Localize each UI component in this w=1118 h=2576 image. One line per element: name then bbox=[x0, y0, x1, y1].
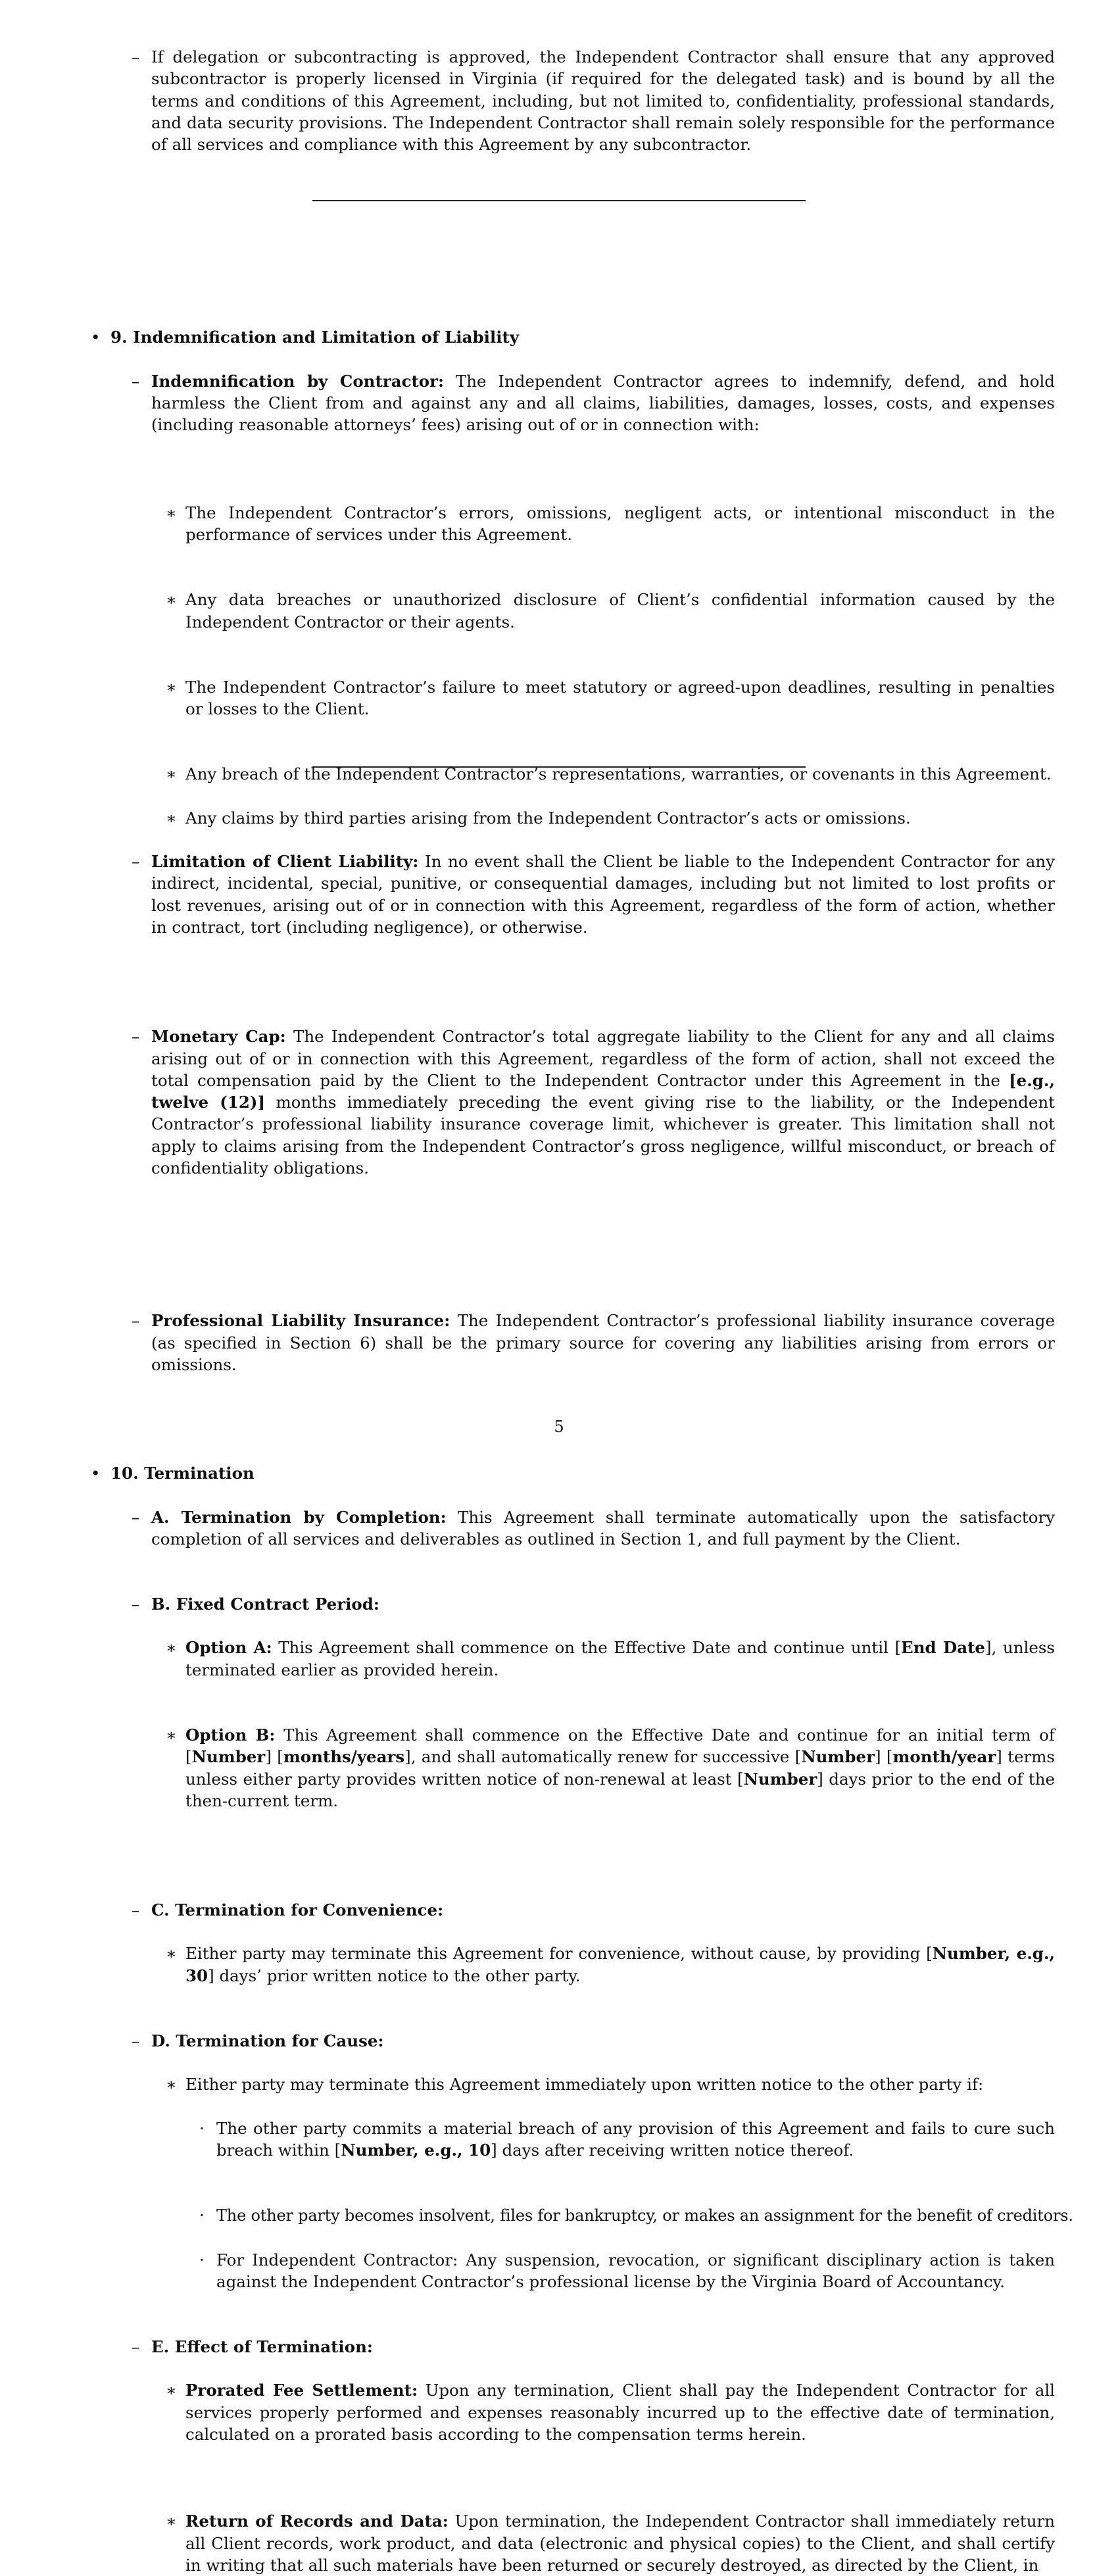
clause-text: This Agreement shall commence on the Effective Date and continue until [ bbox=[278, 1638, 902, 1658]
list-item bbox=[132, 851, 1055, 938]
clause-label: B. Fixed Contract Period: bbox=[151, 1595, 379, 1614]
clause-text: The Independent Contractor’s professional liability insurance coverage (as specified in Section 6) shall be the primary source for covering any liabilities arising from errors or omissions. bbox=[151, 1311, 1055, 1374]
clause-text: ], unless terminated earlier as provided herein. bbox=[185, 1638, 1055, 1679]
list-item bbox=[132, 1310, 1055, 1375]
clause-text: The other party becomes insolvent, files for bankruptcy, or makes an assignment for the benefit of creditors. bbox=[216, 2206, 1073, 2225]
placeholder-text: End Date bbox=[901, 1638, 986, 1658]
placeholder-text: month/year bbox=[892, 1747, 996, 1767]
dash-marker: – bbox=[132, 1900, 140, 1920]
clause-label: Limitation of Client Liability: bbox=[151, 852, 419, 872]
section-divider bbox=[312, 766, 806, 768]
clause-text: ] [ bbox=[265, 1747, 283, 1767]
clause-label: Indemnification by Contractor: bbox=[151, 371, 445, 391]
dash-marker: – bbox=[132, 1311, 140, 1331]
dash-marker: – bbox=[132, 47, 140, 66]
star-marker: ∗ bbox=[166, 2512, 177, 2531]
list-item bbox=[132, 370, 1055, 436]
clause-text: ] [ bbox=[874, 1747, 893, 1767]
clause-text: Upon termination, the Independent Contractor shall immediately return all Client records, work product, and data (electronic and physical copies) to the Client, and shall certify in writing that all such materials have been returned or securely destroyed, as directed by the Client, in bbox=[185, 2512, 1055, 2575]
clause-label: Prorated Fee Settlement: bbox=[185, 2381, 418, 2400]
clause-text: In no event shall the Client be liable to the Independent Contractor for any indirect, incidental, special, punitive, or consequential damages, including but not limited to lost profits or lost revenues, arising out of or in connection with this Agreement, regardless of the form of action, whether in contract, tort (including negligence), or otherwise. bbox=[151, 852, 1055, 937]
clause-text: The Independent Contractor’s errors, omissions, negligent acts, or intentional misconduct in the performance of services under this Agreement. bbox=[185, 503, 1055, 544]
placeholder-text: Number, e.g., 30 bbox=[185, 1944, 1056, 1985]
clause-text: Either party may terminate this Agreement immediately upon written notice to the other party if: bbox=[185, 2075, 984, 2094]
dash-marker: – bbox=[132, 2031, 140, 2051]
clause-text: Any breach of the Independent Contractor’s representations, warranties, or covenants in this Agreement. bbox=[185, 764, 1052, 784]
dash-marker: – bbox=[132, 371, 140, 391]
clause-text: The Independent Contractor’s total aggregate liability to the Client for any and all claims arising out of or in connection with this Agreement, regardless of the form of action, shall not exceed the total compensation paid by the Client to the Independent Contractor under this Agreement in the bbox=[151, 1027, 1055, 1090]
list-item bbox=[199, 2204, 1073, 2227]
placeholder-text: Number, e.g., 10 bbox=[341, 2140, 491, 2160]
section-title: 9. Indemnification and Limitation of Liability bbox=[110, 328, 520, 347]
clause-label: Professional Liability Insurance: bbox=[151, 1311, 450, 1331]
page-number: 5 bbox=[554, 1418, 564, 1436]
dash-marker: – bbox=[132, 1595, 140, 1614]
clause-text: Either party may terminate this Agreement for convenience, without cause, by providing [ bbox=[185, 1944, 933, 1964]
placeholder-text: [e.g., twelve (12)] bbox=[151, 1070, 1055, 1112]
list-item bbox=[166, 502, 1055, 546]
star-marker: ∗ bbox=[166, 1944, 177, 1964]
dot-marker: · bbox=[199, 2250, 205, 2269]
bullet-marker: • bbox=[91, 1464, 101, 1483]
clause-label: C. Termination for Convenience: bbox=[151, 1900, 444, 1920]
list-item bbox=[132, 1506, 1056, 1550]
clause-text: ] days prior to the end of the then-current term. bbox=[185, 1769, 1055, 1810]
list-item bbox=[166, 1943, 1056, 1987]
list-item bbox=[166, 2073, 1055, 2095]
clause-label: E. Effect of Termination: bbox=[151, 2337, 373, 2357]
star-marker: ∗ bbox=[166, 677, 177, 697]
list-item bbox=[166, 1637, 1055, 1681]
clause-text: This Agreement shall terminate automatically upon the satisfactory completion of all services and deliverables as outlined in Section 1, and full payment by the Client. bbox=[151, 1507, 1056, 1548]
star-marker: ∗ bbox=[166, 590, 177, 610]
bullet-marker: • bbox=[91, 328, 101, 347]
placeholder-text: months/years bbox=[283, 1747, 405, 1767]
clause-text: Upon any termination, Client shall pay the Independent Contractor for all services properly performed and expenses reasonably incurred up to the effective date of termination, calculated on a prorated basis according to the compensation terms herein. bbox=[185, 2381, 1055, 2444]
clause-label: Option B: bbox=[185, 1725, 276, 1745]
list-item bbox=[166, 676, 1055, 720]
list-item bbox=[166, 1724, 1056, 1812]
clause-text: The other party commits a material breach of any provision of this Agreement and fails to cure such breach within [ bbox=[216, 2118, 1055, 2160]
dash-marker: – bbox=[132, 2337, 140, 2357]
clause-label: Monetary Cap: bbox=[151, 1027, 286, 1047]
list-item bbox=[132, 1593, 1055, 1615]
placeholder-text: Number bbox=[801, 1747, 875, 1767]
clause-text: months immediately preceding the event giving rise to the liability, or the Independent Contractor’s professional liability insurance coverage limit, whichever is greater. This limitation shall not apply to claims arising from the Independent Contractor’s gross negligence, willful misconduct, or breach of confidentiality obligations. bbox=[151, 1093, 1055, 1178]
list-item bbox=[166, 807, 1055, 829]
clause-text: ] terms unless either party provides written notice of non-renewal at least [ bbox=[185, 1747, 1056, 1789]
star-marker: ∗ bbox=[166, 764, 177, 784]
star-marker: ∗ bbox=[166, 1638, 177, 1658]
section-title: 10. Termination bbox=[110, 1464, 255, 1483]
clause-text: ] days’ prior written notice to the other party. bbox=[208, 1966, 581, 1985]
clause-text: Any claims by third parties arising from the Independent Contractor’s acts or omissions. bbox=[185, 808, 911, 828]
list-item bbox=[166, 589, 1055, 633]
dash-marker: – bbox=[132, 1507, 140, 1527]
star-marker: ∗ bbox=[166, 808, 177, 828]
list-item bbox=[132, 2030, 1055, 2052]
clause-label: Return of Records and Data: bbox=[185, 2512, 449, 2531]
list-item bbox=[199, 2118, 1055, 2162]
star-marker: ∗ bbox=[166, 503, 177, 522]
clause-label: Option A: bbox=[185, 1638, 272, 1658]
clause-label: D. Termination for Cause: bbox=[151, 2031, 384, 2051]
list-item bbox=[132, 1026, 1055, 1179]
clause-text: This Agreement shall commence on the Effective Date and continue for an initial term of [ bbox=[185, 1725, 1055, 1767]
list-item bbox=[132, 46, 1055, 155]
list-item bbox=[166, 2510, 1055, 2576]
delegation-paragraph: If delegation or subcontracting is approved, the Independent Contractor shall ensure that any approved subcontractor is properly licensed in Virginia (if required for the delegated task) and is bound by all the terms and conditions of this Agreement, including, but not limited to, confidentiality, professional standards, and data security provisions. The Independent Contractor shall remain solely responsible for the performance of all services and compliance with this Agreement by any subcontractor. bbox=[151, 47, 1055, 155]
section-heading-9 bbox=[91, 326, 1055, 348]
section-heading-10 bbox=[91, 1462, 1055, 1484]
placeholder-text: Number bbox=[191, 1747, 266, 1767]
dash-marker: – bbox=[132, 1027, 140, 1047]
list-item bbox=[199, 2249, 1055, 2293]
list-item bbox=[166, 2379, 1055, 2445]
clause-text: For Independent Contractor: Any suspension, revocation, or significant disciplinary action is taken against the Independent Contractor’s professional license by the Virginia Board of Accountancy. bbox=[216, 2250, 1055, 2291]
list-item bbox=[132, 2336, 1055, 2358]
dash-marker: – bbox=[132, 852, 140, 872]
dot-marker: · bbox=[199, 2206, 205, 2225]
star-marker: ∗ bbox=[166, 2075, 177, 2094]
star-marker: ∗ bbox=[166, 1725, 177, 1745]
clause-text: The Independent Contractor’s failure to meet statutory or agreed-upon deadlines, resulting in penalties or losses to the Client. bbox=[185, 677, 1055, 719]
clause-text: Any data breaches or unauthorized disclosure of Client’s confidential information caused by the Independent Contractor or their agents. bbox=[185, 590, 1055, 632]
placeholder-text: Number bbox=[743, 1769, 817, 1789]
section-divider bbox=[312, 200, 806, 201]
clause-text: ] days after receiving written notice thereof. bbox=[491, 2140, 854, 2160]
list-item bbox=[132, 1899, 1055, 1921]
clause-text: The Independent Contractor agrees to indemnify, defend, and hold harmless the Client from and against any and all claims, liabilities, damages, losses, costs, and expenses (including reasonable attorneys’ fees) arising out of or in connection with: bbox=[151, 371, 1055, 435]
clause-label: A. Termination by Completion: bbox=[151, 1507, 447, 1527]
star-marker: ∗ bbox=[166, 2381, 177, 2400]
dot-marker: · bbox=[199, 2118, 205, 2138]
clause-text: ], and shall automatically renew for successive [ bbox=[404, 1747, 802, 1767]
